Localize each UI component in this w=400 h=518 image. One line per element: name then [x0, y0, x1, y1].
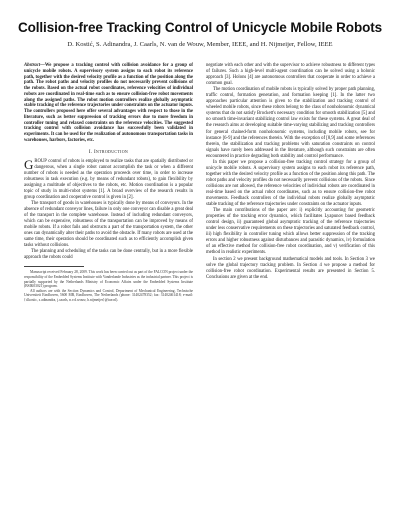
abstract-lead: Abstract — [24, 63, 41, 68]
left-column — [24, 63, 193, 303]
paper-authors: D. Kostić, S. Adinandra, J. Caarls, N. van de Wouw, Member, IEEE, and H. Nijmeijer, Fellow, IEEE — [67, 41, 333, 48]
footnote-divider — [24, 266, 84, 267]
abstract: Abstract—We propose a tracking control with collision avoidance for a group of unicycle mobile robots. A supervisory system assigns to each robot its reference path, together with the desired velocity profile as a function of the position along the path. The robot paths and velocity profiles do not necessarily prevent collisions of the robots. Based on the actual robot coordinates, reference velocities of individual robots are coordinated in real-time such as to ensure collision-free robot movements along the assigned paths. The robot motion controllers realize globally asymptotic stable tracking of the reference trajectories under constraints on the actuator inputs. The controllers proposed here offer several advantages with respect to those in the literature, such as better suppression of tracking errors due to more freedom in controller tuning and relaxed constraints on the reference velocities. The suggested tracking control with collision avoidance has successfully been validated in experiments. It can be used for the realization of autonomous transportation tasks in warehouses, harbors, factories, etc. — [24, 63, 193, 143]
right-paragraph-5: In section 2 we present background mathematical models and tools. In Section 3 we solve the global trajectory tracking problem. In Section 4 we propose a method for collision-free robot coordination. Experimental results are presented in Section 5. Conclusions are given at the end. — [206, 256, 375, 280]
footnote-manuscript: Manuscript received February 28, 2009. This work has been carried out as part of the FALCON project under the responsibility of the Embedded Systems Institute with Vanderlande Industries as the industrial partner. This project is partially supported by the Netherlands Ministry of Economic Affairs under the Embedded Systems Institute (BSIK03021) program. — [24, 270, 193, 289]
footnote-affiliation: All authors are with the Section Dynamics and Control, Department of Mechanical Engineering, Technische Universiteit Eindhoven, 5600 MB, Eindhoven, The Netherlands (phone: 31402478352; fax: 31402461418; e-mail: {d.kostic, s.adinandra, j.caarls, n.v.d.wouw, h.nijmeijer}@tue.nl). — [24, 288, 193, 302]
intro-paragraph-1-text: control of robots is employed to realize tasks that are spatially distributed or dangerous, when a single robot cannot accomplish the task or when a different number of robots is needed as the operation proceeds over time, in order to increase robustness in task execution (e.g. by means of redundant robots), to gain flexibility by assigning a multitude of objectives to the robots, etc. Motion coordination is a popular topic of study in multi-robot systems [1]. A broad overview of the research results in group coordination and cooperative control is given in [2]. — [24, 158, 194, 200]
intro-paragraph-2: The transport of goods in warehouses is typically done by means of conveyors. In the absence of redundant conveyor lines, failure in only one conveyor can disable a great deal of the transport in the complete warehouse. Instead of including redundant conveyors, which can be expensive, robustness of the transportation can be improved by means of mobile robots. If a robot fails and obstructs a part of the transportation system, the other ones can dynamically alter their paths to avoid the obstacle. If many robots are used at the same time, their operation should be coordinated such as to efficiently accomplish given tasks without collisions. — [24, 200, 193, 249]
right-paragraph-3: In this paper we propose a collision-free tracking control strategy for a group of unicycle mobile robots. A supervisory system assigns to each robot its reference path, together with the desired velocity profile as a function of the position along this path. The robot paths and velocity profiles do not necessarily prevent collisions of the robots. Since collisions are not allowed, the reference velocities of individual robots are coordinated in real-time based on the actual robot coordinates, such as to ensure collision-free robot movements. Feedback controllers of the individual robots realize globally asymptotic stable tracking of the reference trajectories under constraints on the actuator inputs. — [206, 159, 375, 208]
intro-paragraph-1 — [24, 159, 193, 201]
right-paragraph-2: The motion coordination of mobile robots is typically solved by proper path planning, traffic control, formation generation, and formation keeping [1]. In the latter two approaches particular attention is given to the stabilization and tracking control of wheeled mobile robots, since these robots belong to the class of nonholonomic dynamical systems that do not satisfy Brockett's necessary condition for smooth stabilization [5] and no smooth time-invariant stabilizing control law exists for these systems. A great deal of the research aims at developing suitable time-varying stabilizing and tracking controllers for general chained-form nonholonomic systems, including mobile robots, see for instance [6-9] and the references therein. With the exception of [8,9] and some references therein, the stabilization and tracking problems with saturation constraints on control signals have rarely been addressed in the literature, although such constraints are often encountered in practice degrading both stability and control performance. — [206, 87, 375, 159]
section-heading-introduction: I. Introduction — [88, 149, 129, 155]
abstract-text: We propose a tracking control with collision avoidance for a group of unicycle mobile robots. A supervisory system assigns to each robot its reference path, together with the desired velocity profile as a function of the position along the path. The robot paths and velocity profiles do not necessarily prevent collisions of the robots. Based on the actual robot coordinates, reference velocities of individual robots are coordinated in real-time such as to ensure collision-free robot movements along the assigned paths. The robot motion controllers realize globally asymptotic stable tracking of the reference trajectories under constraints on the actuator inputs. The controllers proposed here offer several advantages with respect to those in the literature, such as better suppression of tracking errors due to more freedom in controller tuning and relaxed constraints on the reference velocities. The suggested tracking control with collision avoidance has successfully been validated in experiments. It can be used for the realization of autonomous transportation tasks in warehouses, harbors, factories, etc. — [24, 63, 193, 143]
intro-paragraph-3: The planning and scheduling of the tasks can be done centrally, but in a more flexible approach the robots could — [24, 249, 193, 261]
right-paragraph-4: The main contributions of the paper are: i) explicitly accounting for geometric properties of the tracking error dynamics, which facilitates Lyapunov based feedback control design, ii) guaranteed global asymptotic tracking of the reference trajectories under less conservative requirements on these trajectories and saturated feedback control, iii) high flexibility in controller tuning which allows better suppression of the tracking errors and higher robustness against disturbances and parasitic dynamics, iv) formulation of an effective method for collision-free robot coordination, and v) verification of this method in realistic experiments. — [206, 208, 375, 256]
right-column — [206, 63, 375, 281]
right-paragraph-1: negotiate with each other and with the supervisor to achieve robustness to different types of failures. Such a high-level multi-agent coordination can be solved using a holonic approach [3]. Holons [4] are autonomous controllers that cooperate in order to achieve a common goal. — [206, 63, 375, 87]
intro-first-words: ROUP — [34, 158, 47, 164]
paper-title: Collision-free Tracking Control of Unicycle Mobile Robots — [17, 20, 383, 35]
drop-cap: G — [24, 157, 34, 173]
